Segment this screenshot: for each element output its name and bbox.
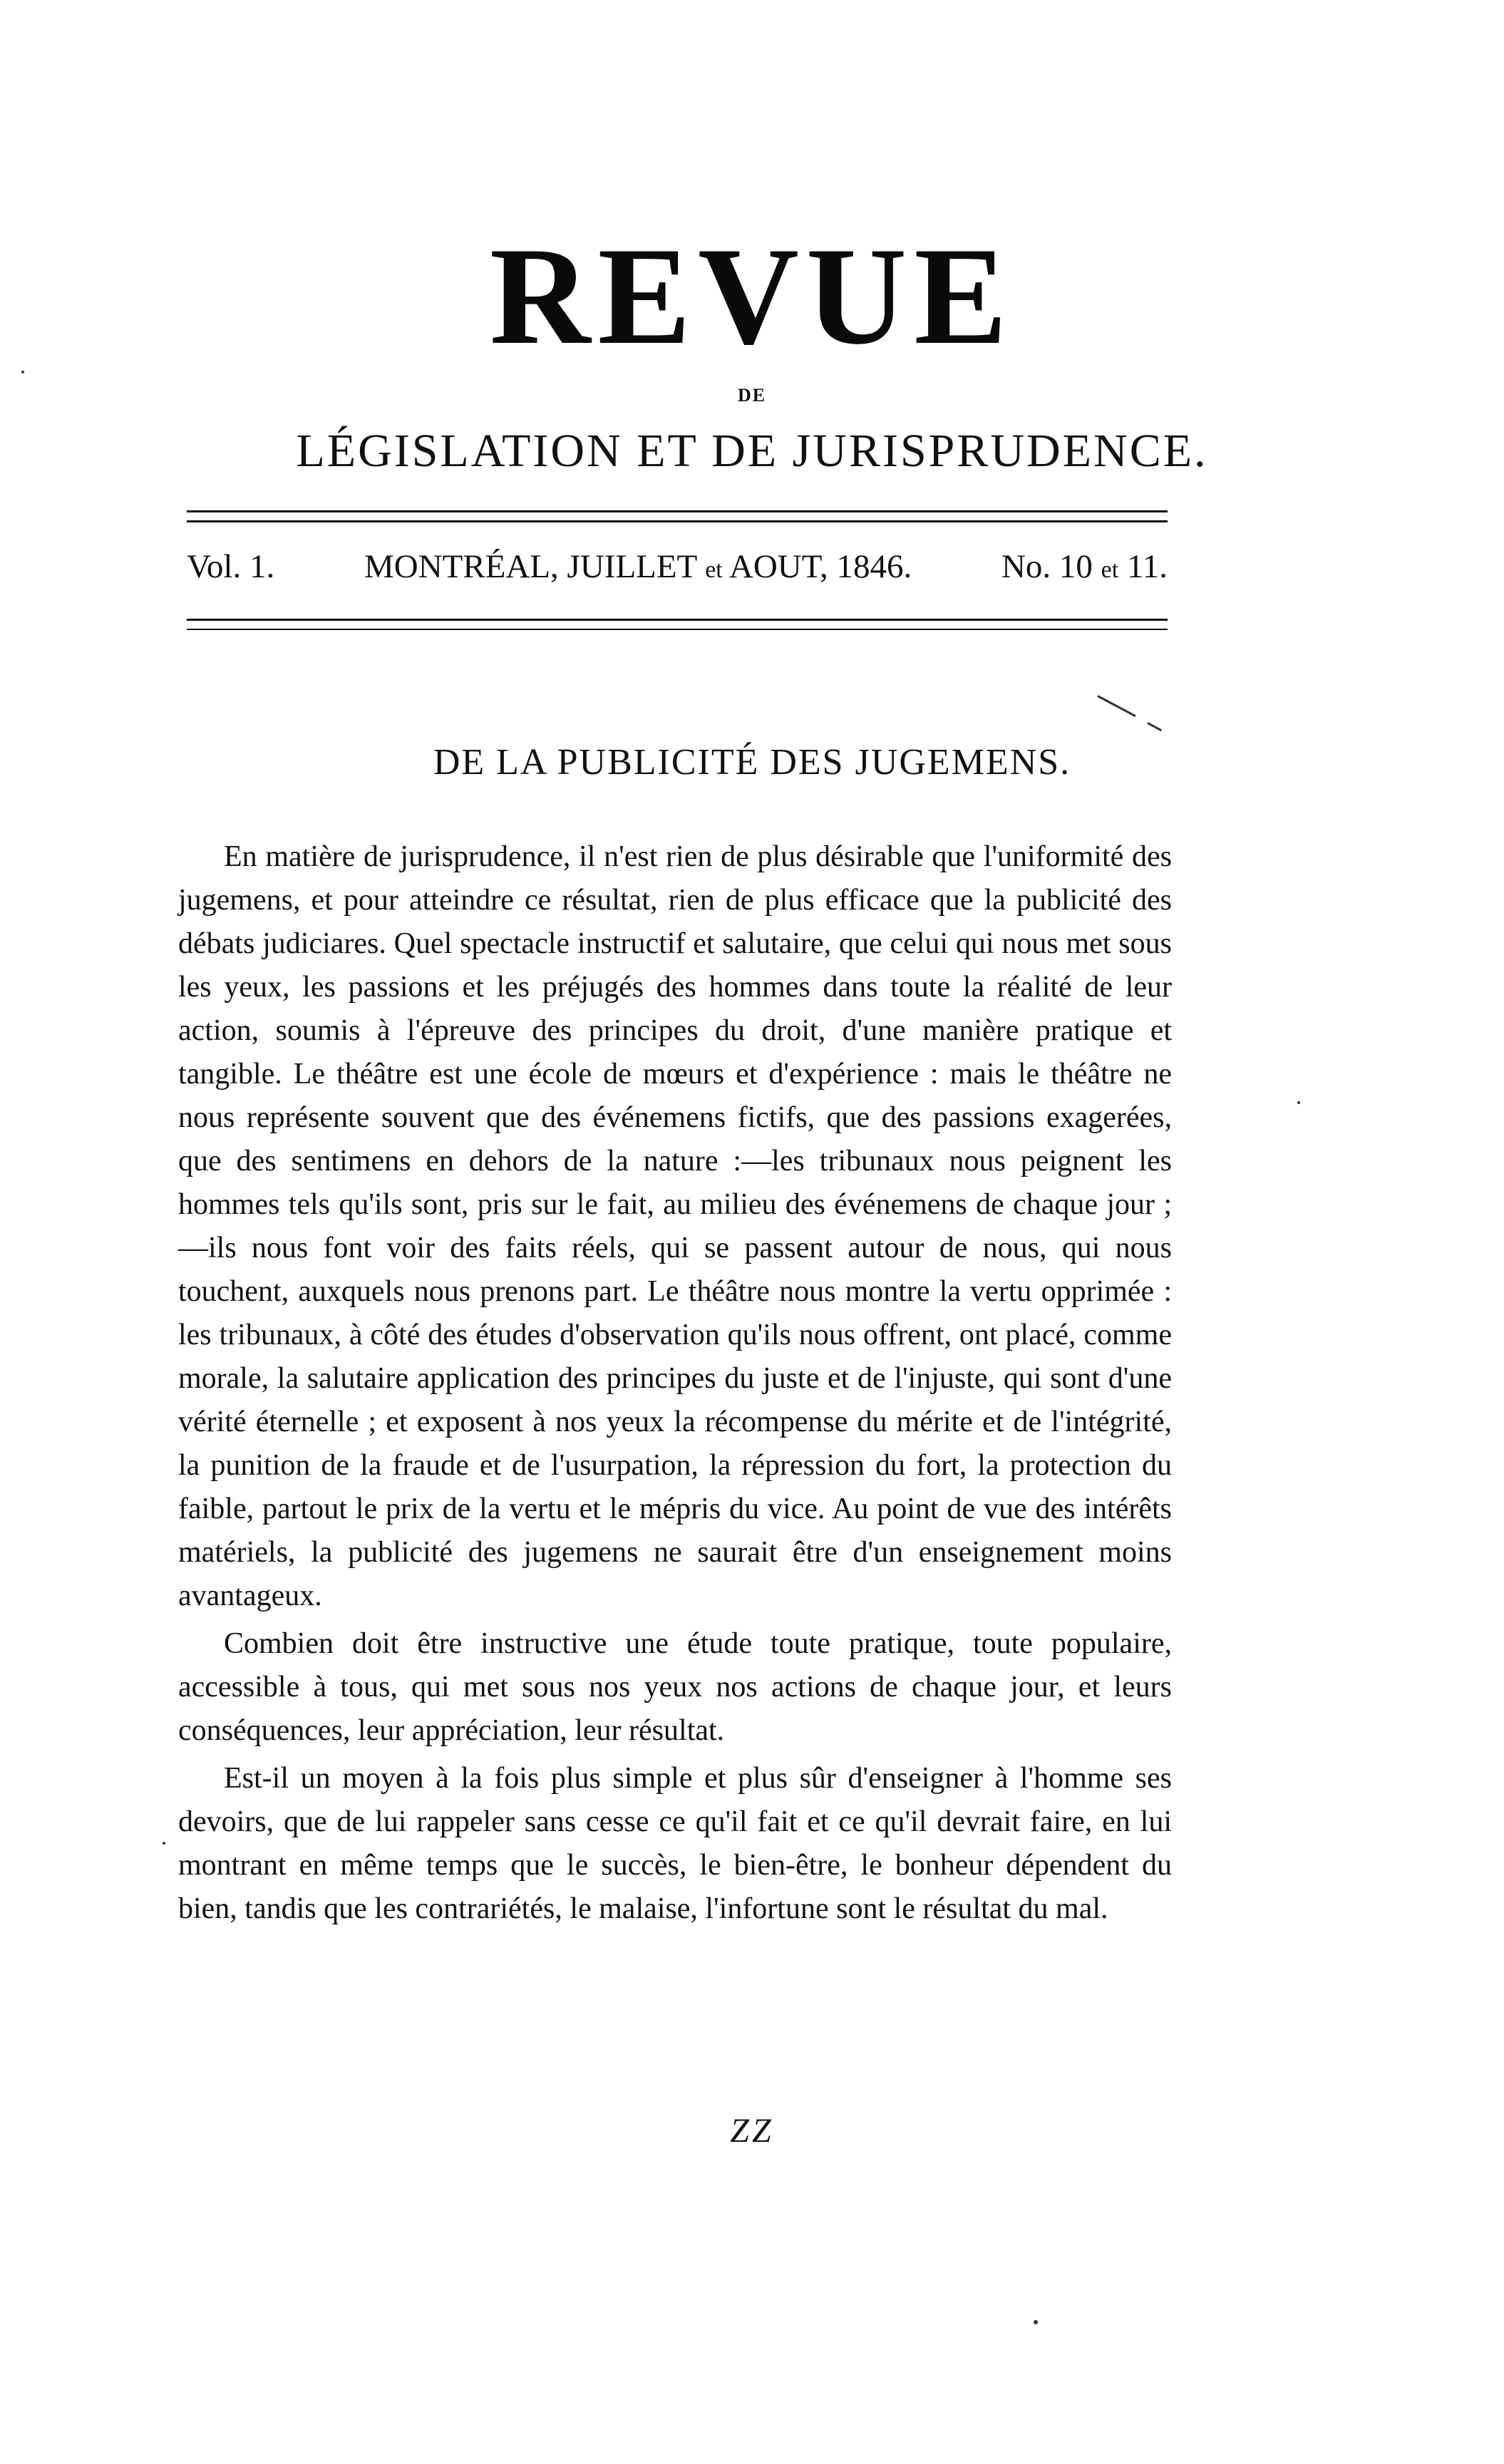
header-rule-bottom (187, 619, 1168, 621)
journal-title: REVUE (489, 219, 1015, 373)
place-date-conjunction: et (705, 557, 723, 583)
place-date-part-b: AOUT, 1846. (728, 548, 912, 585)
issue-number (1001, 550, 1168, 584)
issue-number-conjunction: et (1101, 557, 1119, 583)
issue-number-b: 11. (1126, 548, 1168, 585)
issue-number-a: No. 10 (1001, 548, 1093, 585)
place-and-date (364, 550, 912, 584)
print-speck (1297, 1101, 1300, 1104)
place-date-part-a: MONTRÉAL, JUILLET (364, 548, 697, 585)
issue-line (187, 550, 1168, 584)
journal-title-connector: DE (737, 385, 767, 406)
paragraph: En matière de jurisprudence, il n'est rien de plus désirable que l'uniformité des jugemens, et pour atteindre ce résultat, rien de plus efficace que la publicité des débats judiciares. Quel spectacle instructif et salutaire, que celui qui nous met sous les yeux, les passions et les préjugés des hommes dans toute la réalité de leur action, soumis à l'épreuve des principes du droit, d'une manière pratique et tangible. Le théâtre est une école de mœurs et d'expérience : mais le théâtre ne nous représente souvent que des événemens fictifs, que des passions exagerées, que des sentimens en dehors de la nature :—les tribunaux nous peignent les hommes tels qu'ils sont, pris sur le fait, au milieu des événemens de chaque jour ;—ils nous font voir des faits réels, qui se passent autour de nous, qui nous touchent, auxquels nous prenons part. Le théâtre nous montre la vertu opprimée : les tribunaux, à côté des études d'observation qu'ils nous offrent, ont placé, comme morale, la salutaire application des principes du juste et de l'injuste, qui sont d'une vérité éternelle ; et exposent à nos yeux la récompense du mérite et de l'intégrité, la punition de la fraude et de l'usurpation, la répression du fort, la protection du faible, partout le prix de la vertu et le mépris du vice. Au point de vue des intérêts matériels, la publicité des jugemens ne saurait être d'un enseignement moins avantageux. (178, 840, 1172, 1612)
paragraph: Combien doit être instructive une étude toute pratique, toute populaire, accessible à tous, qui met sous nos yeux nos actions de chaque jour, et leurs conséquences, leur appréciation, leur résultat. (178, 1627, 1172, 1747)
volume-number: Vol. 1. (187, 548, 275, 585)
stray-mark-small (1147, 722, 1162, 731)
header-rule-top-inner (187, 520, 1168, 522)
paragraph: Est-il un moyen à la fois plus simple et plus sûr d'enseigner à l'homme ses devoirs, que de lui rappeler sans cesse ce qu'il fait et ce qu'il devrait faire, en lui montrant en même temps que le succès, le bien-être, le bonheur dépendent du bien, tandis que les contrariétés, le malaise, l'infortune sont le résultat du mal. (178, 1762, 1172, 1925)
article-title: DE LA PUBLICITÉ DES JUGEMENS. (433, 742, 1071, 783)
header-rule-top (187, 510, 1168, 512)
print-speck (21, 371, 24, 373)
print-speck (1034, 2320, 1038, 2324)
journal-subtitle: LÉGISLATION ET DE JURISPRUDENCE. (296, 425, 1208, 477)
article-body (178, 835, 1172, 1931)
signature-mark: ZZ (730, 2112, 774, 2150)
header-rule-bottom-inner (187, 629, 1168, 630)
stray-mark (1097, 695, 1135, 717)
print-speck (163, 1842, 165, 1845)
